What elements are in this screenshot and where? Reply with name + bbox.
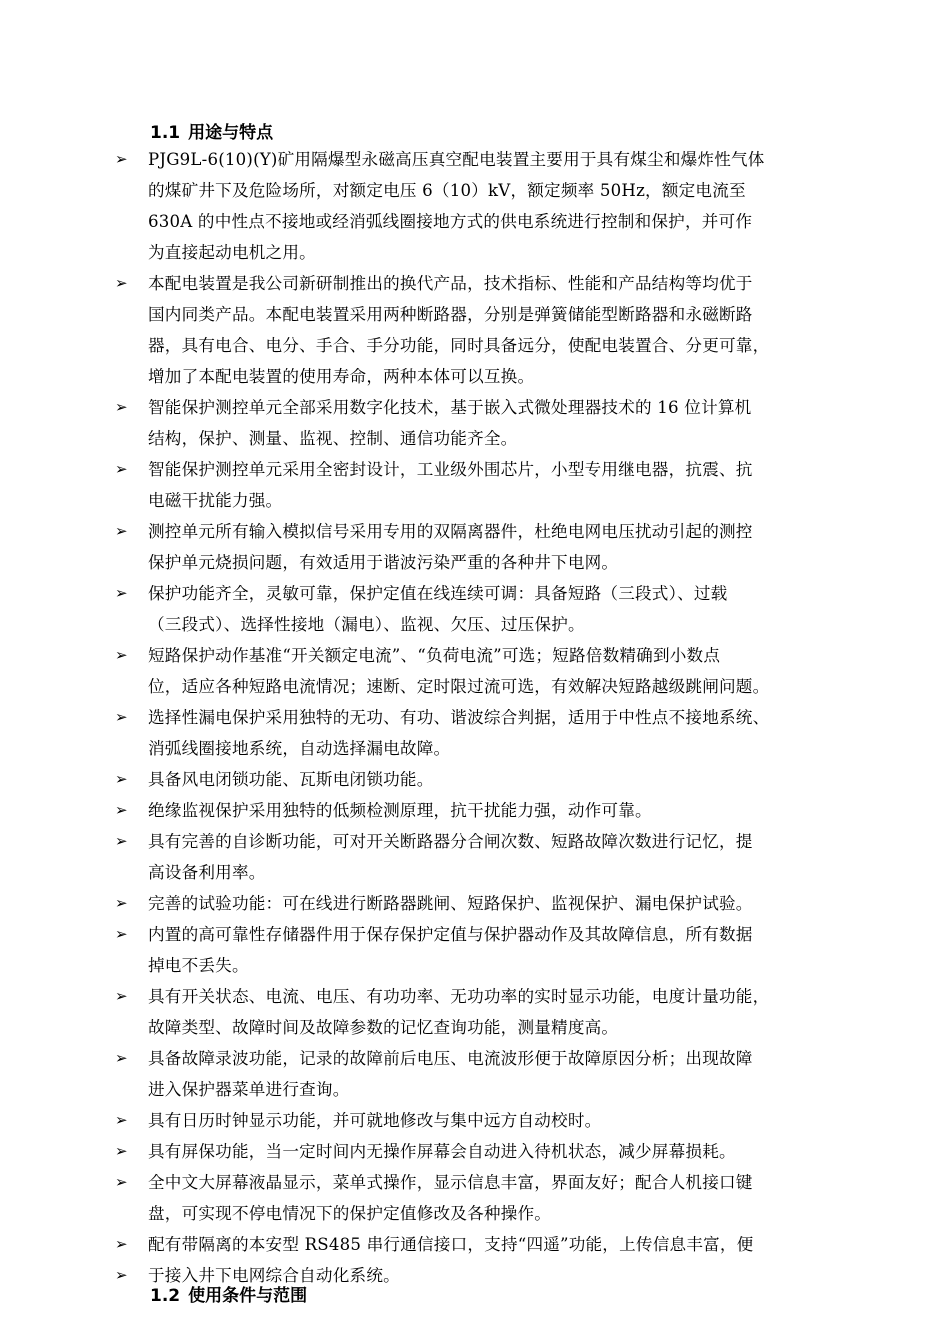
- section-heading-1-2: [150, 1286, 307, 1306]
- bullet-arrow-icon: ➢: [115, 460, 128, 478]
- list-item-text: [148, 764, 855, 795]
- list-item: [115, 640, 855, 702]
- list-item-text: [148, 888, 855, 919]
- list-item-text: [148, 826, 855, 888]
- list-item-text: [148, 144, 855, 268]
- section-number: 1.2: [150, 1286, 181, 1306]
- list-item-text: [148, 1167, 855, 1229]
- list-item-text: [148, 1136, 855, 1167]
- text-line: 为直接起动电机之用。: [148, 243, 316, 262]
- list-item-text: [148, 1043, 855, 1105]
- list-item-text: [148, 1229, 855, 1260]
- text-line: 内置的高可靠性存储器件用于保存保护定值与保护器动作及其故障信息，所有数据: [148, 925, 753, 944]
- list-item-text: [148, 702, 855, 764]
- list-item: [115, 268, 855, 392]
- list-item: [115, 516, 855, 578]
- bullet-arrow-icon: ➢: [115, 150, 128, 168]
- bullet-arrow-icon: ➢: [115, 832, 128, 850]
- section-title: 使用条件与范围: [188, 1286, 308, 1306]
- list-item: [115, 392, 855, 454]
- bullet-arrow-icon: ➢: [115, 1235, 128, 1253]
- text-line: 配有带隔离的本安型 RS485 串行通信接口，支持“四遥”功能，上传信息丰富，便: [148, 1235, 754, 1254]
- list-item-text: [148, 919, 855, 981]
- text-line: 630A 的中性点不接地或经消弧线圈接地方式的供电系统进行控制和保护，并可作: [148, 212, 753, 231]
- bullet-arrow-icon: ➢: [115, 708, 128, 726]
- list-item-text: [148, 578, 855, 640]
- text-line: 具备故障录波功能，记录的故障前后电压、电流波形便于故障原因分析；出现故障: [148, 1049, 753, 1068]
- list-item-text: [148, 268, 855, 392]
- text-line: 本配电装置是我公司新研制推出的换代产品，技术指标、性能和产品结构等均优于: [148, 274, 753, 293]
- list-item-text: [148, 516, 855, 578]
- bullet-arrow-icon: ➢: [115, 1173, 128, 1191]
- list-item: [115, 888, 855, 919]
- list-item-text: [148, 454, 855, 516]
- section-number: 1.1: [150, 123, 181, 143]
- section-title: 用途与特点: [188, 123, 274, 143]
- bullet-arrow-icon: ➢: [115, 801, 128, 819]
- list-item: [115, 1136, 855, 1167]
- bullet-arrow-icon: ➢: [115, 987, 128, 1005]
- list-item: [115, 1043, 855, 1105]
- bullet-arrow-icon: ➢: [115, 646, 128, 664]
- text-line: 保护单元烧损问题，有效适用于谐波污染严重的各种井下电网。: [148, 553, 619, 572]
- text-line: 智能保护测控单元采用全密封设计，工业级外围芯片，小型专用继电器，抗震、抗: [148, 460, 753, 479]
- list-item-text: [148, 795, 855, 826]
- text-line: 器，具有电合、电分、手合、手分功能，同时具备远分，使配电装置合、分更可靠，: [148, 336, 770, 355]
- bullet-arrow-icon: ➢: [115, 1266, 128, 1284]
- text-line: 的煤矿井下及危险场所，对额定电压 6（10）kV，额定频率 50Hz，额定电流至: [148, 181, 746, 200]
- bullet-arrow-icon: ➢: [115, 274, 128, 292]
- feature-list: [115, 144, 855, 1291]
- bullet-arrow-icon: ➢: [115, 1049, 128, 1067]
- list-item: [115, 1167, 855, 1229]
- text-line: 故障类型、故障时间及故障参数的记忆查询功能，测量精度高。: [148, 1018, 619, 1037]
- text-line: 结构，保护、测量、监视、控制、通信功能齐全。: [148, 429, 518, 448]
- list-item-text: [148, 640, 855, 702]
- text-line: 具有日历时钟显示功能，并可就地修改与集中远方自动校时。: [148, 1111, 602, 1130]
- text-line: 进入保护器菜单进行查询。: [148, 1080, 350, 1099]
- text-line: 测控单元所有输入模拟信号采用专用的双隔离器件，杜绝电网电压扰动引起的测控: [148, 522, 753, 541]
- list-item-text: [148, 392, 855, 454]
- bullet-arrow-icon: ➢: [115, 522, 128, 540]
- text-line: 增加了本配电装置的使用寿命，两种本体可以互换。: [148, 367, 535, 386]
- bullet-arrow-icon: ➢: [115, 1142, 128, 1160]
- text-line: 完善的试验功能：可在线进行断路器跳闸、短路保护、监视保护、漏电保护试验。: [148, 894, 753, 913]
- text-line: 电磁干扰能力强。: [148, 491, 283, 510]
- bullet-arrow-icon: ➢: [115, 925, 128, 943]
- list-item: [115, 454, 855, 516]
- text-line: 具有开关状态、电流、电压、有功功率、无功功率的实时显示功能，电度计量功能，: [148, 987, 770, 1006]
- text-line: 具有完善的自诊断功能，可对开关断路器分合闸次数、短路故障次数进行记忆，提: [148, 832, 753, 851]
- text-line: 短路保护动作基准“开关额定电流”、“负荷电流”可选；短路倍数精确到小数点: [148, 646, 721, 665]
- text-line: 绝缘监视保护采用独特的低频检测原理，抗干扰能力强，动作可靠。: [148, 801, 652, 820]
- text-line: 掉电不丢失。: [148, 956, 249, 975]
- list-item: [115, 981, 855, 1043]
- bullet-arrow-icon: ➢: [115, 770, 128, 788]
- list-item: [115, 578, 855, 640]
- text-line: 全中文大屏幕液晶显示，菜单式操作，显示信息丰富，界面友好；配合人机接口键: [148, 1173, 753, 1192]
- list-item: [115, 764, 855, 795]
- list-item: [115, 702, 855, 764]
- bullet-arrow-icon: ➢: [115, 398, 128, 416]
- bullet-arrow-icon: ➢: [115, 894, 128, 912]
- bullet-arrow-icon: ➢: [115, 584, 128, 602]
- text-line: 具有屏保功能，当一定时间内无操作屏幕会自动进入待机状态，减少屏幕损耗。: [148, 1142, 736, 1161]
- text-line: PJG9L-6(10)(Y)矿用隔爆型永磁高压真空配电装置主要用于具有煤尘和爆炸性气体: [148, 150, 765, 169]
- text-line: 具备风电闭锁功能、瓦斯电闭锁功能。: [148, 770, 434, 789]
- text-line: 位，适应各种短路电流情况；速断、定时限过流可选，有效解决短路越级跳闸问题。: [148, 677, 770, 696]
- list-item: [115, 826, 855, 888]
- section-heading-1-1: [150, 123, 273, 143]
- list-item: [115, 795, 855, 826]
- text-line: 智能保护测控单元全部采用数字化技术，基于嵌入式微处理器技术的 16 位计算机: [148, 398, 752, 417]
- list-item: [115, 1229, 855, 1260]
- text-line: 保护功能齐全，灵敏可靠，保护定值在线连续可调：具备短路（三段式）、过载: [148, 584, 728, 603]
- text-line: 消弧线圈接地系统，自动选择漏电故障。: [148, 739, 451, 758]
- text-line: 选择性漏电保护采用独特的无功、有功、谐波综合判据，适用于中性点不接地系统、: [148, 708, 770, 727]
- list-item: [115, 1105, 855, 1136]
- text-line: 国内同类产品。本配电装置采用两种断路器，分别是弹簧储能型断路器和永磁断路: [148, 305, 753, 324]
- text-line: 高设备利用率。: [148, 863, 266, 882]
- list-item: [115, 919, 855, 981]
- text-line: （三段式）、选择性接地（漏电）、监视、欠压、过压保护。: [148, 615, 585, 634]
- list-item: [115, 144, 855, 268]
- list-item-text: [148, 1105, 855, 1136]
- text-line: 盘，可实现不停电情况下的保护定值修改及各种操作。: [148, 1204, 552, 1223]
- text-line: 于接入井下电网综合自动化系统。: [148, 1266, 400, 1285]
- bullet-arrow-icon: ➢: [115, 1111, 128, 1129]
- list-item-text: [148, 981, 855, 1043]
